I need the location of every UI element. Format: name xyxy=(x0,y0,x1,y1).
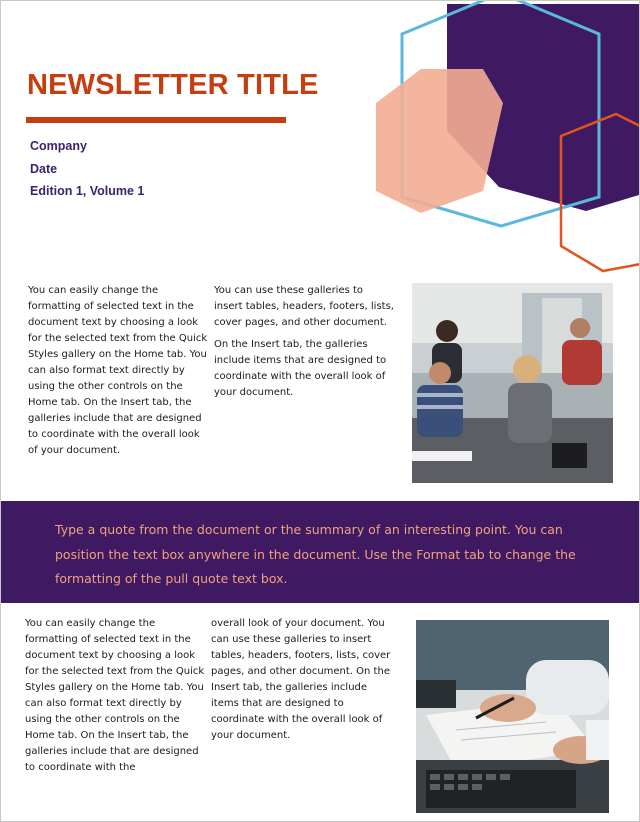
body-paragraph: You can easily change the formatting of selected text in the document text by choosing a look for the selected text from the Quick Styles gallery on the Home tab. You can also format text directly by using the other controls on the Home tab. On the Insert tab, the galleries include that are designed to coordinate with the overall look of your document. xyxy=(28,285,208,456)
office-meeting-photo xyxy=(412,283,613,483)
body-paragraph: On the Insert tab, the galleries include items that are designed to coordinate with the overall look of your document. xyxy=(214,339,387,398)
pull-quote-text[interactable]: Type a quote from the document or the summary of an interesting point. You can position the text box anywhere in the document. Use the Format tab to change the formatting of the pull quote text box. xyxy=(55,522,576,586)
section1-column2 xyxy=(214,283,394,407)
body-paragraph: You can easily change the formatting of selected text in the document text by choosing a look for the selected text from the Quick Styles gallery on the Home tab. You can also format text directly by using the other controls on the Home tab. On the Insert tab, the galleries include that are designed to coordinate with the xyxy=(25,618,205,773)
body-paragraph: You can use these galleries to insert tables, headers, footers, lists, cover pages, and other document. xyxy=(214,285,394,328)
edition-label: Edition 1, Volume 1 xyxy=(30,184,145,198)
section2-column1 xyxy=(25,616,211,782)
newsletter-title: NEWSLETTER TITLE xyxy=(27,69,319,101)
section2-column2 xyxy=(211,616,391,750)
date-label: Date xyxy=(30,162,58,176)
body-paragraph: overall look of your document. You can use these galleries to insert tables, headers, footers, lists, cover pages, and other document. On the Insert tab, the galleries include items that are designed to coordinate with the overall look of your document. xyxy=(211,618,391,741)
hexagon-decoration xyxy=(1,1,640,281)
section1-column1 xyxy=(28,283,212,465)
title-underline xyxy=(26,117,286,123)
laptop-desk-photo xyxy=(416,620,609,813)
company-label: Company xyxy=(30,139,87,153)
peach-hexagon xyxy=(376,69,503,213)
pull-quote-band xyxy=(1,501,639,603)
